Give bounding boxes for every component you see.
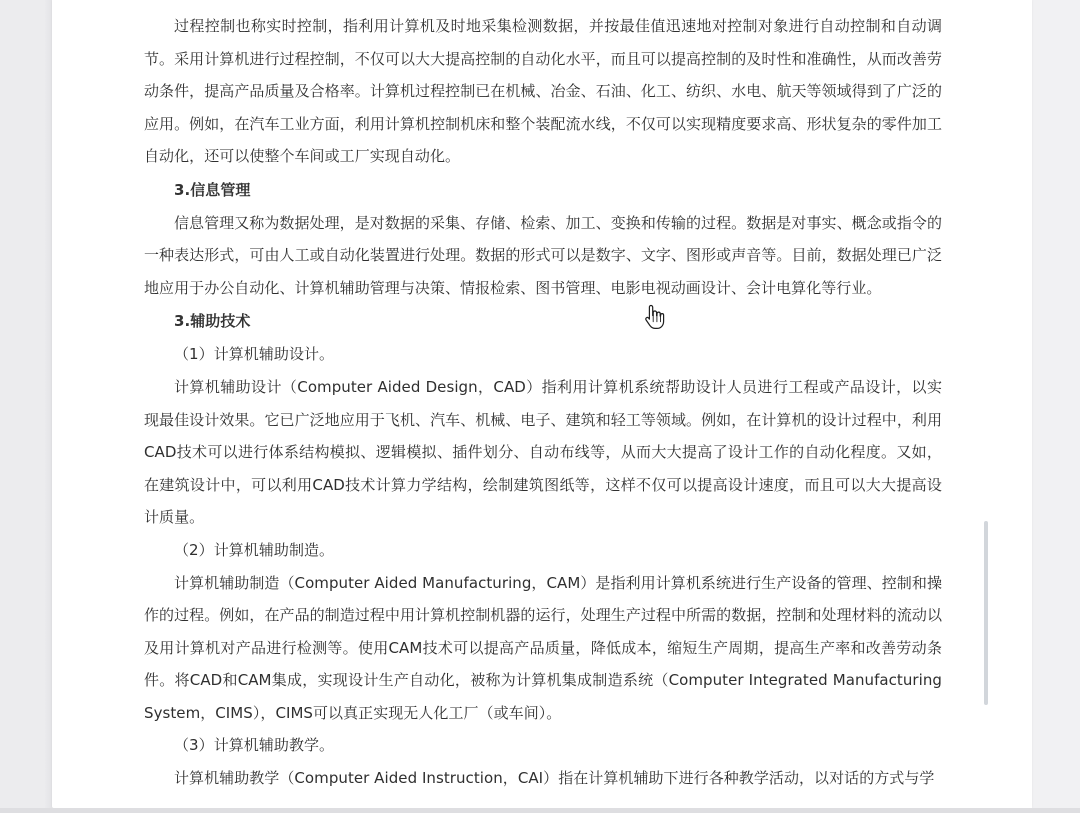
document-page xyxy=(52,0,1032,808)
document-content xyxy=(144,0,942,795)
list-item-cai: （3）计算机辅助教学。 xyxy=(174,736,335,754)
paragraph-cam: 计算机辅助制造（Computer Aided Manufacturing，CAM）是指利用计算机系统进行生产设备的管理、控制和操作的过程。例如，在产品的制造过程中用计算机控制机器的运行，处理生产过程中所需的数据，控制和处理材料的流动以及用计算机对产品进行检测等。使用CAM技术可以提高产品质量，降低成本，缩短生产周期，提高生产率和改善劳动条件。将CAD和CAM集成，实现设计生产自动化，被称为计算机集成制造系统（Computer Integrated Manufacturing System，CIMS），CIMS可以真正实现无人化工厂（或车间）。 xyxy=(144,573,942,722)
scrollbar-thumb[interactable] xyxy=(984,521,988,705)
paragraph-process-control: 过程控制也称实时控制，指利用计算机及时地采集检测数据，并按最佳值迅速地对控制对象进行自动控制和自动调节。采用计算机进行过程控制，不仅可以大大提高控制的自动化水平，而且可以提高控制的及时性和准确性，从而改善劳动条件，提高产品质量及合格率。计算机过程控制已在机械、冶金、石油、化工、纺织、水电、航天等领域得到了广泛的应用。例如，在汽车工业方面，利用计算机控制机床和整个装配流水线，不仅可以实现精度要求高、形状复杂的零件加工自动化，还可以使整个车间或工厂实现自动化。 xyxy=(144,17,942,165)
left-margin-area xyxy=(0,0,52,813)
heading-auxiliary-technology: 3.辅助技术 xyxy=(174,312,251,330)
list-item-cam: （2）计算机辅助制造。 xyxy=(174,540,335,559)
hand-pointer-icon xyxy=(643,303,665,331)
right-margin-area xyxy=(1032,0,1080,813)
list-item-cad: （1）计算机辅助设计。 xyxy=(174,345,335,363)
bottom-edge xyxy=(0,808,1080,813)
paragraph-cai: 计算机辅助教学（Computer Aided Instruction，CAI）指在计算机辅助下进行各种教学活动，以对话的方式与学 xyxy=(174,769,935,787)
vertical-scrollbar[interactable] xyxy=(982,0,990,808)
paragraph-cad: 计算机辅助设计（Computer Aided Design，CAD）指利用计算机系统帮助设计人员进行工程或产品设计，以实现最佳设计效果。它已广泛地应用于飞机、汽车、机械、电子、建筑和轻工等领域。例如，在计算机的设计过程中，利用CAD技术可以进行体系结构模拟、逻辑模拟、插件划分、自动布线等，从而大大提高了设计工作的自动化程度。又如，在建筑设计中，可以利用CAD技术计算力学结构，绘制建筑图纸等，这样不仅可以提高设计速度，而且可以大大提高设计质量。 xyxy=(144,378,942,526)
paragraph-information-management: 信息管理又称为数据处理，是对数据的采集、存储、检索、加工、变换和传输的过程。数据是对事实、概念或指令的一种表达形式，可由人工或自动化装置进行处理。数据的形式可以是数字、文字、图形或声音等。目前，数据处理已广泛地应用于办公自动化、计算机辅助管理与决策、情报检索、图书管理、电影电视动画设计、会计电算化等行业。 xyxy=(144,213,942,297)
heading-information-management: 3.信息管理 xyxy=(174,180,251,199)
